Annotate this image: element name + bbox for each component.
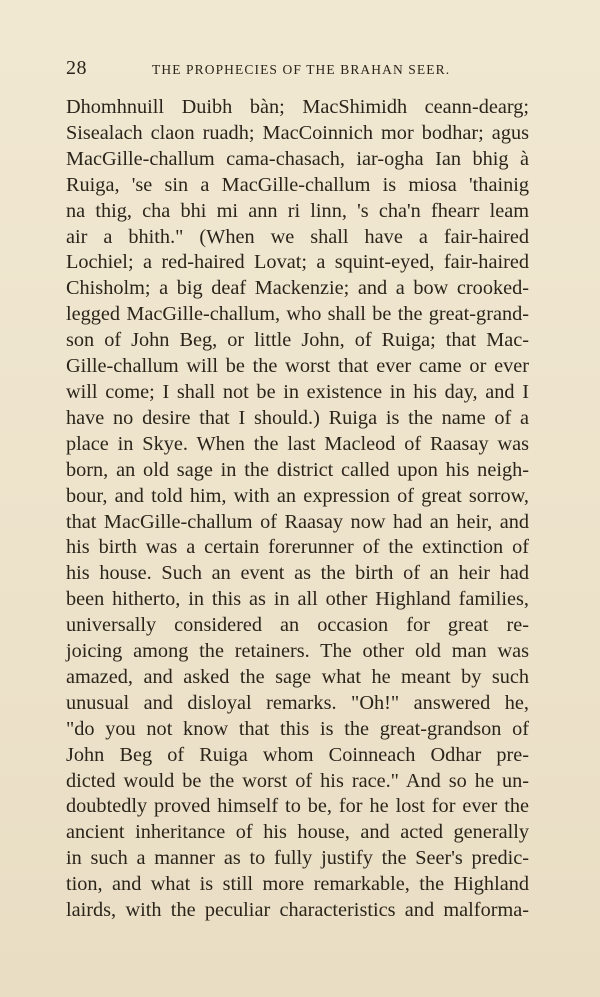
text-line: son of John Beg, or little John, of Ruiga; that Mac- <box>66 329 529 352</box>
text-line: amazed, and asked the sage what he meant by such <box>66 665 529 688</box>
text-line: have no desire that I should.) Ruiga is the name of a <box>66 406 529 429</box>
text-line: universally considered an occasion for great re- <box>66 614 529 637</box>
text-line: been hitherto, in this as in all other Highland families, <box>66 588 529 611</box>
text-line: will come; I shall not be in existence in his day, and I <box>66 380 529 403</box>
text-line: place in Skye. When the last Macleod of Raasay was <box>66 432 529 455</box>
text-line: Ruiga, 'se sin a MacGille-challum is miosa 'thainig <box>66 173 529 196</box>
text-line: Dhomhnuill Duibh bàn; MacShimidh ceann-dearg; <box>66 96 529 118</box>
text-line: dicted would be the worst of his race." And so he un- <box>66 769 529 792</box>
running-title: THE PROPHECIES OF THE BRAHAN SEER. <box>152 62 451 77</box>
text-line: born, an old sage in the district called upon his neigh- <box>66 458 529 481</box>
page-number: 28 <box>66 57 87 79</box>
text-line: legged MacGille-challum, who shall be the great-grand- <box>66 303 529 326</box>
text-line: doubtedly proved himself to be, for he lost for ever the <box>66 795 529 818</box>
page-header <box>66 57 536 83</box>
text-line: MacGille-challum cama-chasach, iar-ogha Ian bhig à <box>66 147 529 170</box>
text-line: his house. Such an event as the birth of an heir had <box>66 562 529 585</box>
text-line: John Beg of Ruiga whom Coinneach Odhar pre- <box>66 743 529 766</box>
body-text <box>66 95 529 924</box>
text-line: his birth was a certain forerunner of the extinction of <box>66 536 529 559</box>
text-line: Chisholm; a big deaf Mackenzie; and a bow crooked- <box>66 277 529 300</box>
text-line: joicing among the retainers. The other old man was <box>66 640 529 663</box>
text-line: tion, and what is still more remarkable, the Highland <box>66 873 529 896</box>
text-line: ancient inheritance of his house, and acted generally <box>66 821 529 844</box>
text-line: that MacGille-challum of Raasay now had an heir, and <box>66 510 529 533</box>
text-line: unusual and disloyal remarks. "Oh!" answered he, <box>66 691 529 714</box>
text-line: "do you not know that this is the great-grandson of <box>66 717 529 740</box>
text-line: Gille-challum will be the worst that ever came or ever <box>66 355 529 378</box>
text-line: Sisealach claon ruadh; MacCoinnich mor bodhar; agus <box>66 121 529 144</box>
text-line: bour, and told him, with an expression of great sorrow, <box>66 484 529 507</box>
text-line: in such a manner as to fully justify the Seer's predic- <box>66 847 529 870</box>
text-line: Lochiel; a red-haired Lovat; a squint-eyed, fair-haired <box>66 251 529 274</box>
text-line: lairds, with the peculiar characteristics and malforma- <box>66 899 529 922</box>
text-line: na thig, cha bhi mi ann ri linn, 's cha'n fhearr leam <box>66 199 529 222</box>
text-line: air a bhith." (When we shall have a fair-haired <box>66 225 529 248</box>
